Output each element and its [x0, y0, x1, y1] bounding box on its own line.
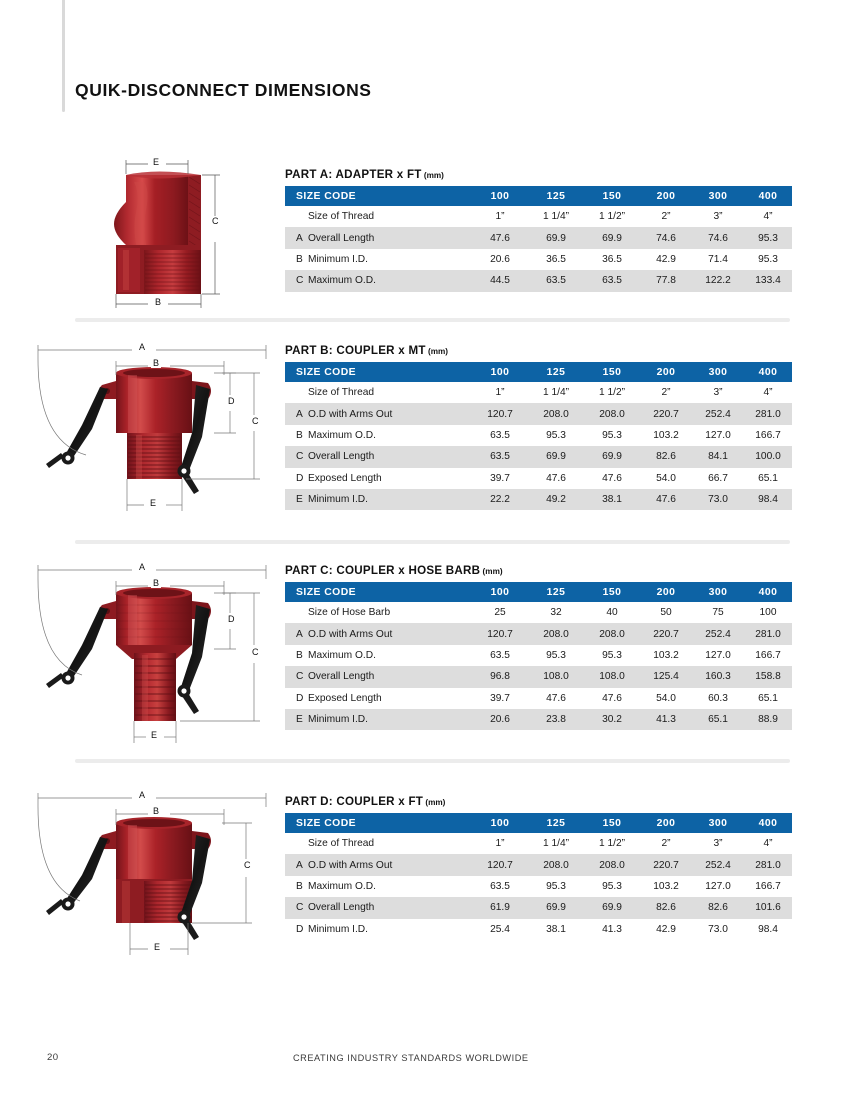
column-header-125: 125 — [528, 186, 584, 206]
row-label — [285, 446, 472, 467]
column-header-size-code: SIZE CODE — [285, 362, 472, 382]
column-header-200: 200 — [640, 813, 692, 833]
table-cell: 103.2 — [640, 425, 692, 446]
table-cell: 208.0 — [584, 403, 640, 424]
table-cell: 95.3 — [744, 227, 792, 248]
row-dimension-letter: C — [296, 671, 304, 683]
table-cell: 103.2 — [640, 645, 692, 666]
table-title-text: PART C: COUPLER x HOSE BARB — [285, 564, 481, 577]
dimension-label-b: B — [153, 358, 160, 368]
table-cell: 3” — [692, 382, 744, 403]
table-row — [285, 446, 792, 467]
table-cell: 63.5 — [472, 446, 528, 467]
table-cell: 166.7 — [744, 645, 792, 666]
table-cell: 47.6 — [584, 468, 640, 489]
table-cell: 69.9 — [584, 446, 640, 467]
table-cell: 42.9 — [640, 919, 692, 940]
row-label-text: O.D with Arms Out — [308, 628, 393, 640]
table-title-text: PART D: COUPLER x FT — [285, 795, 424, 808]
table-cell: 95.3 — [528, 425, 584, 446]
dimension-label-d: D — [228, 396, 235, 406]
table-cell: 4” — [744, 382, 792, 403]
table-cell: 95.3 — [584, 645, 640, 666]
table-cell: 40 — [584, 602, 640, 623]
table-cell: 36.5 — [528, 249, 584, 270]
table-cell: 54.0 — [640, 468, 692, 489]
column-header-100: 100 — [472, 186, 528, 206]
table-cell: 2” — [640, 382, 692, 403]
column-header-200: 200 — [640, 582, 692, 602]
table-cell: 2” — [640, 833, 692, 854]
table-cell: 22.2 — [472, 489, 528, 510]
table-cell: 84.1 — [692, 446, 744, 467]
row-label-text: Minimum I.D. — [308, 253, 368, 265]
dimension-label-b: B — [153, 806, 160, 816]
column-header-300: 300 — [692, 813, 744, 833]
row-dimension-letter: E — [296, 714, 303, 726]
row-label-text: Maximum O.D. — [308, 649, 376, 661]
table-cell: 1 1/4” — [528, 382, 584, 403]
table-cell: 127.0 — [692, 876, 744, 897]
coupler-x-mt-drawing — [24, 333, 279, 523]
row-dimension-letter: C — [296, 451, 304, 463]
row-dimension-letter: A — [296, 859, 303, 871]
table-row — [285, 897, 792, 918]
column-header-150: 150 — [584, 813, 640, 833]
table-row — [285, 270, 792, 291]
row-label — [285, 602, 472, 623]
column-header-100: 100 — [472, 582, 528, 602]
table-cell: 103.2 — [640, 876, 692, 897]
table-cell: 23.8 — [528, 709, 584, 730]
dimension-label-c: C — [252, 416, 259, 426]
table-cell: 69.9 — [528, 897, 584, 918]
table-cell: 208.0 — [528, 403, 584, 424]
table-cell: 208.0 — [528, 854, 584, 875]
table-cell: 120.7 — [472, 623, 528, 644]
table-row — [285, 919, 792, 940]
dimension-table-part-c — [285, 582, 792, 730]
table-cell: 60.3 — [692, 688, 744, 709]
table-cell: 73.0 — [692, 919, 744, 940]
table-cell: 252.4 — [692, 623, 744, 644]
row-label-text: Maximum O.D. — [308, 429, 376, 441]
column-header-100: 100 — [472, 813, 528, 833]
table-cell: 88.9 — [744, 709, 792, 730]
row-label-text: Overall Length — [308, 902, 375, 914]
table-cell: 82.6 — [640, 446, 692, 467]
table-cell: 82.6 — [640, 897, 692, 918]
table-cell: 1 1/2” — [584, 206, 640, 227]
table-cell: 281.0 — [744, 623, 792, 644]
table-cell: 220.7 — [640, 403, 692, 424]
coupler-x-hose-barb-drawing — [24, 553, 279, 753]
table-cell: 4” — [744, 833, 792, 854]
section-divider — [75, 540, 790, 544]
table-cell: 25 — [472, 602, 528, 623]
table-cell: 220.7 — [640, 623, 692, 644]
column-header-200: 200 — [640, 186, 692, 206]
row-label — [285, 489, 472, 510]
table-cell: 95.3 — [528, 645, 584, 666]
table-row — [285, 645, 792, 666]
row-label — [285, 249, 472, 270]
column-header-size-code: SIZE CODE — [285, 582, 472, 602]
dimension-label-e: E — [154, 942, 161, 952]
table-cell: 50 — [640, 602, 692, 623]
row-dimension-letter: B — [296, 880, 303, 892]
dimension-table-part-b — [285, 362, 792, 510]
table-cell: 65.1 — [744, 468, 792, 489]
row-dimension-letter: C — [296, 275, 304, 287]
table-cell: 20.6 — [472, 709, 528, 730]
table-cell: 82.6 — [692, 897, 744, 918]
table-row — [285, 623, 792, 644]
table-row — [285, 833, 792, 854]
row-label-text: O.D with Arms Out — [308, 859, 393, 871]
row-label-text: Exposed Length — [308, 692, 382, 704]
table-cell: 208.0 — [584, 854, 640, 875]
row-label — [285, 270, 472, 291]
table-cell: 61.9 — [472, 897, 528, 918]
column-header-300: 300 — [692, 186, 744, 206]
table-header-row — [285, 186, 792, 206]
table-cell: 160.3 — [692, 666, 744, 687]
row-label — [285, 645, 472, 666]
table-header-row — [285, 582, 792, 602]
row-label — [285, 425, 472, 446]
table-cell: 101.6 — [744, 897, 792, 918]
row-label — [285, 709, 472, 730]
table-title-unit: (mm) — [425, 347, 448, 356]
row-label — [285, 919, 472, 940]
table-header-row — [285, 362, 792, 382]
table-cell: 49.2 — [528, 489, 584, 510]
table-row — [285, 666, 792, 687]
row-label — [285, 833, 472, 854]
row-label-text: Maximum O.D. — [308, 275, 376, 287]
table-row — [285, 489, 792, 510]
table-cell: 69.9 — [528, 446, 584, 467]
row-label — [285, 876, 472, 897]
row-label-text: Size of Hose Barb — [308, 607, 391, 619]
table-cell: 1” — [472, 382, 528, 403]
coupler-x-ft-drawing — [24, 783, 279, 963]
row-label — [285, 623, 472, 644]
table-cell: 38.1 — [528, 919, 584, 940]
adapter-x-ft-drawing — [96, 142, 281, 312]
row-label — [285, 897, 472, 918]
row-label-text: Overall Length — [308, 671, 375, 683]
table-cell: 74.6 — [692, 227, 744, 248]
table-row — [285, 688, 792, 709]
table-cell: 252.4 — [692, 403, 744, 424]
table-cell: 281.0 — [744, 403, 792, 424]
page-title: QUIK-DISCONNECT DIMENSIONS — [75, 80, 372, 100]
row-dimension-letter: B — [296, 649, 303, 661]
table-cell: 73.0 — [692, 489, 744, 510]
table-cell: 3” — [692, 833, 744, 854]
table-cell: 98.4 — [744, 489, 792, 510]
table-cell: 66.7 — [692, 468, 744, 489]
dimension-label-e: E — [150, 498, 157, 508]
table-row — [285, 206, 792, 227]
dimension-label-b: B — [153, 578, 160, 588]
row-label-text: Minimum I.D. — [308, 714, 368, 726]
dimension-table-part-a — [285, 186, 792, 292]
table-title-text: PART B: COUPLER x MT — [285, 344, 426, 357]
row-dimension-letter: E — [296, 494, 303, 506]
column-header-125: 125 — [528, 813, 584, 833]
table-cell: 39.7 — [472, 688, 528, 709]
table-row — [285, 249, 792, 270]
row-label-text: Size of Thread — [308, 387, 375, 399]
column-header-200: 200 — [640, 362, 692, 382]
table-cell: 1” — [472, 206, 528, 227]
column-header-150: 150 — [584, 186, 640, 206]
table-cell: 1 1/2” — [584, 382, 640, 403]
table-row — [285, 403, 792, 424]
row-label-text: Size of Thread — [308, 838, 375, 850]
table-cell: 281.0 — [744, 854, 792, 875]
table-title-text: PART A: ADAPTER x FT — [285, 168, 422, 181]
column-header-400: 400 — [744, 813, 792, 833]
section-divider — [75, 759, 790, 763]
table-cell: 252.4 — [692, 854, 744, 875]
table-cell: 42.9 — [640, 249, 692, 270]
column-header-150: 150 — [584, 362, 640, 382]
table-cell: 100 — [744, 602, 792, 623]
table-cell: 100.0 — [744, 446, 792, 467]
column-header-400: 400 — [744, 582, 792, 602]
table-cell: 108.0 — [584, 666, 640, 687]
column-header-125: 125 — [528, 582, 584, 602]
table-cell: 98.4 — [744, 919, 792, 940]
table-cell: 77.8 — [640, 270, 692, 291]
corner-rule-decoration — [62, 0, 65, 112]
table-cell: 63.5 — [472, 645, 528, 666]
row-label — [285, 382, 472, 403]
row-label-text: Exposed Length — [308, 472, 382, 484]
table-cell: 166.7 — [744, 425, 792, 446]
table-cell: 47.6 — [528, 468, 584, 489]
dimension-table-part-d — [285, 813, 792, 940]
row-label — [285, 227, 472, 248]
row-label-text: O.D with Arms Out — [308, 408, 393, 420]
column-header-125: 125 — [528, 362, 584, 382]
table-row — [285, 709, 792, 730]
table-cell: 1” — [472, 833, 528, 854]
dimension-label-a: A — [139, 342, 146, 352]
table-title-part-b — [285, 344, 448, 357]
table-cell: 75 — [692, 602, 744, 623]
table-title-unit: (mm) — [421, 171, 444, 180]
table-cell: 74.6 — [640, 227, 692, 248]
column-header-300: 300 — [692, 362, 744, 382]
row-dimension-letter: A — [296, 232, 303, 244]
table-title-part-c — [285, 564, 503, 577]
table-cell: 47.6 — [472, 227, 528, 248]
table-cell: 63.5 — [584, 270, 640, 291]
table-row — [285, 854, 792, 875]
table-cell: 38.1 — [584, 489, 640, 510]
table-cell: 32 — [528, 602, 584, 623]
row-label-text: Maximum O.D. — [308, 880, 376, 892]
row-label — [285, 403, 472, 424]
table-cell: 20.6 — [472, 249, 528, 270]
column-header-150: 150 — [584, 582, 640, 602]
row-label — [285, 206, 472, 227]
table-cell: 127.0 — [692, 425, 744, 446]
table-row — [285, 468, 792, 489]
table-title-unit: (mm) — [423, 798, 446, 807]
dimension-label-b: B — [155, 297, 162, 307]
table-cell: 2” — [640, 206, 692, 227]
page-number: 20 — [47, 1052, 59, 1063]
table-cell: 96.8 — [472, 666, 528, 687]
dimension-label-a: A — [139, 562, 146, 572]
section-divider — [75, 318, 790, 322]
table-cell: 3” — [692, 206, 744, 227]
table-row — [285, 227, 792, 248]
table-cell: 65.1 — [744, 688, 792, 709]
dimension-label-e: E — [153, 157, 160, 167]
table-cell: 54.0 — [640, 688, 692, 709]
table-cell: 36.5 — [584, 249, 640, 270]
row-dimension-letter: D — [296, 923, 304, 935]
dimension-label-c: C — [252, 647, 259, 657]
table-cell: 25.4 — [472, 919, 528, 940]
table-cell: 69.9 — [528, 227, 584, 248]
table-cell: 69.9 — [584, 227, 640, 248]
table-cell: 158.8 — [744, 666, 792, 687]
table-cell: 208.0 — [528, 623, 584, 644]
table-cell: 63.5 — [528, 270, 584, 291]
row-dimension-letter: A — [296, 628, 303, 640]
table-cell: 63.5 — [472, 876, 528, 897]
table-cell: 122.2 — [692, 270, 744, 291]
column-header-400: 400 — [744, 186, 792, 206]
table-cell: 44.5 — [472, 270, 528, 291]
table-cell: 108.0 — [528, 666, 584, 687]
row-label — [285, 468, 472, 489]
row-label — [285, 688, 472, 709]
table-cell: 125.4 — [640, 666, 692, 687]
table-cell: 120.7 — [472, 403, 528, 424]
table-cell: 65.1 — [692, 709, 744, 730]
table-cell: 47.6 — [584, 688, 640, 709]
table-title-part-a — [285, 168, 444, 181]
table-cell: 95.3 — [744, 249, 792, 270]
row-label-text: Minimum I.D. — [308, 923, 368, 935]
table-cell: 95.3 — [584, 876, 640, 897]
row-label-text: Minimum I.D. — [308, 494, 368, 506]
table-cell: 30.2 — [584, 709, 640, 730]
row-label-text: Overall Length — [308, 232, 375, 244]
dimension-label-c: C — [244, 860, 251, 870]
table-cell: 95.3 — [584, 425, 640, 446]
row-dimension-letter: D — [296, 472, 304, 484]
row-label — [285, 666, 472, 687]
table-cell: 47.6 — [640, 489, 692, 510]
table-row — [285, 382, 792, 403]
row-dimension-letter: B — [296, 429, 303, 441]
dimension-label-d: D — [228, 614, 235, 624]
table-cell: 1 1/4” — [528, 833, 584, 854]
dimension-label-e: E — [151, 730, 158, 740]
table-row — [285, 876, 792, 897]
table-cell: 41.3 — [640, 709, 692, 730]
table-row — [285, 425, 792, 446]
dimension-label-a: A — [139, 790, 146, 800]
table-cell: 220.7 — [640, 854, 692, 875]
table-cell: 208.0 — [584, 623, 640, 644]
table-cell: 69.9 — [584, 897, 640, 918]
table-cell: 47.6 — [528, 688, 584, 709]
table-header-row — [285, 813, 792, 833]
row-label-text: Size of Thread — [308, 211, 375, 223]
table-cell: 39.7 — [472, 468, 528, 489]
table-cell: 127.0 — [692, 645, 744, 666]
table-title-unit: (mm) — [480, 567, 503, 576]
column-header-size-code: SIZE CODE — [285, 186, 472, 206]
row-label-text: Overall Length — [308, 451, 375, 463]
table-cell: 133.4 — [744, 270, 792, 291]
row-dimension-letter: C — [296, 902, 304, 914]
table-cell: 1 1/4” — [528, 206, 584, 227]
row-dimension-letter: D — [296, 692, 304, 704]
footer-tagline: CREATING INDUSTRY STANDARDS WORLDWIDE — [293, 1053, 529, 1063]
table-cell: 1 1/2” — [584, 833, 640, 854]
column-header-size-code: SIZE CODE — [285, 813, 472, 833]
column-header-100: 100 — [472, 362, 528, 382]
table-cell: 95.3 — [528, 876, 584, 897]
table-cell: 166.7 — [744, 876, 792, 897]
dimension-label-c: C — [212, 216, 219, 226]
table-title-part-d — [285, 795, 445, 808]
table-row — [285, 602, 792, 623]
column-header-300: 300 — [692, 582, 744, 602]
row-dimension-letter: A — [296, 408, 303, 420]
table-cell: 4” — [744, 206, 792, 227]
table-cell: 41.3 — [584, 919, 640, 940]
row-label — [285, 854, 472, 875]
table-cell: 71.4 — [692, 249, 744, 270]
table-cell: 120.7 — [472, 854, 528, 875]
table-cell: 63.5 — [472, 425, 528, 446]
row-dimension-letter: B — [296, 253, 303, 265]
column-header-400: 400 — [744, 362, 792, 382]
